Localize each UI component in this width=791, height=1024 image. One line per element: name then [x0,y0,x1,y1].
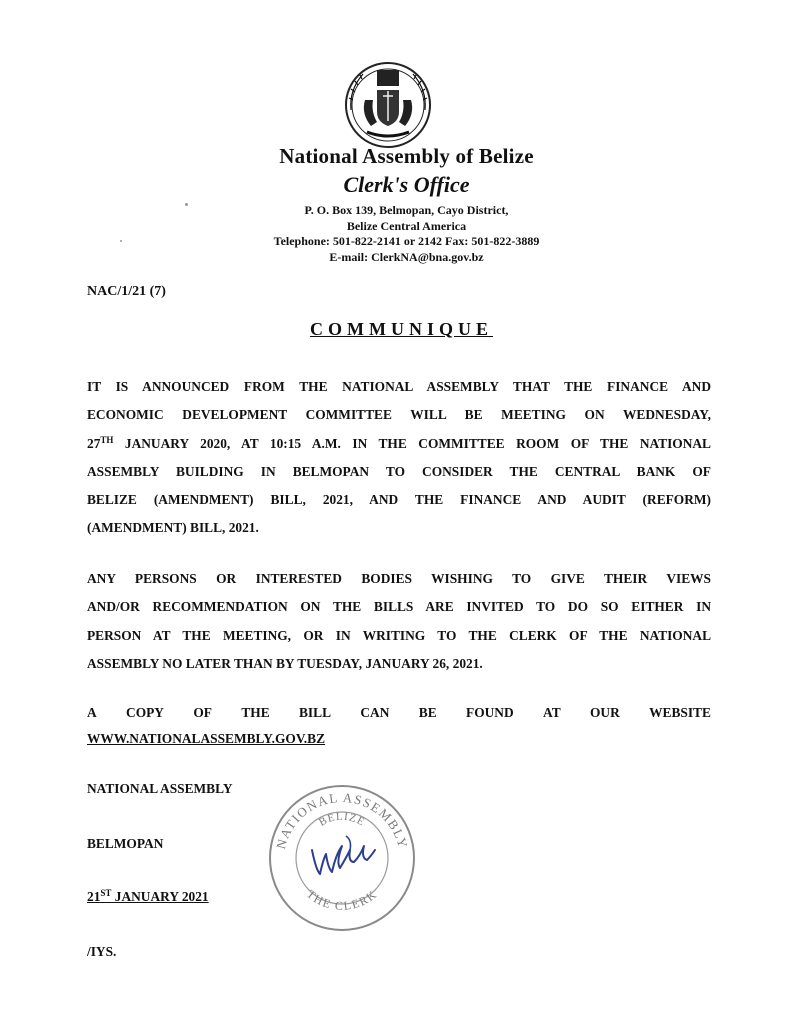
paragraph-line: BELIZE (AMENDMENT) BILL, 2021, AND THE FINANCE AND AUDIT (REFORM) [87,492,711,508]
website-link[interactable]: WWW.NATIONALASSEMBLY.GOV.BZ [87,731,326,746]
copy-word: OF [193,705,212,720]
document-title: COMMUNIQUE [310,319,493,339]
office-name: Clerk's Office [343,172,470,197]
paragraph-line: ASSEMBLY NO LATER THAN BY TUESDAY, JANUARY 26, 2021. [87,655,483,671]
reference-number: NAC/1/21 (7) [87,284,166,299]
copy-word: COPY [126,705,164,720]
paragraph-line: IT IS ANNOUNCED FROM THE NATIONAL ASSEMBLY THAT THE FINANCE AND [87,379,711,394]
clerk-stamp [262,778,422,938]
coat-of-arms-icon [343,60,433,150]
paragraph-line: ANY PERSONS OR INTERESTED BODIES WISHING TO GIVE THEIR VIEWS [87,571,711,586]
svg-text:BELIZE [317,811,367,829]
copy-word: BE [418,705,437,720]
copy-word: WEBSITE [649,705,711,720]
scan-speck [185,203,188,206]
date-day: 21 [87,889,101,904]
phone-fax-line: Telephone: 501-822-2141 or 2142 Fax: 501-822-3889 [273,234,540,248]
meeting-day: 27 [87,435,101,451]
handwritten-signature [312,846,375,874]
copy-notice-line [87,705,711,721]
announcement-paragraph [87,373,711,543]
date-rest: JANUARY 2021 [111,889,209,904]
copy-word: OUR [590,705,620,720]
organization-name: National Assembly of Belize [279,144,534,168]
copy-word: FOUND [466,705,514,720]
stamp-middle-text: BELIZE [316,810,368,829]
paragraph-line: PERSON AT THE MEETING, OR IN WRITING TO THE CLERK OF THE NATIONAL [87,627,711,643]
signature-date [87,889,209,905]
paragraph-line: ECONOMIC DEVELOPMENT COMMITTEE WILL BE MEETING ON WEDNESDAY, [87,407,711,423]
ordinal-suffix: TH [100,434,114,445]
typist-initials: /IYS. [87,944,117,959]
address-line: P. O. Box 139, Belmopan, Cayo District, [304,203,509,217]
copy-word: CAN [360,705,390,720]
signature-organization: NATIONAL ASSEMBLY [87,781,233,796]
paragraph-line: (AMENDMENT) BILL, 2021. [87,520,259,536]
email-line: E-mail: ClerkNA@bna.gov.bz [329,250,484,264]
signature-location: BELMOPAN [87,836,164,851]
paragraph-line [87,430,711,458]
ordinal-suffix: ST [100,888,112,898]
invitation-paragraph [87,565,711,678]
paragraph-line: ASSEMBLY BUILDING IN BELMOPAN TO CONSIDER THE CENTRAL BANK OF [87,463,711,479]
copy-word: BILL [299,705,332,720]
stamp-bottom-text: THE CLERK [303,886,381,913]
copy-word: AT [543,705,561,720]
copy-word: A [87,705,97,720]
address-line: Belize Central America [346,219,467,233]
svg-text:THE CLERK [304,887,380,913]
meeting-details: JANUARY 2020, AT 10:15 A.M. IN THE COMMITTEE ROOM OF THE NATIONAL [113,435,711,451]
copy-word: THE [241,705,270,720]
stamp-top-text: NATIONAL ASSEMBLY [273,789,411,851]
paragraph-line: AND/OR RECOMMENDATION ON THE BILLS ARE INVITED TO DO SO EITHER IN [87,599,711,615]
scan-speck [120,240,122,242]
